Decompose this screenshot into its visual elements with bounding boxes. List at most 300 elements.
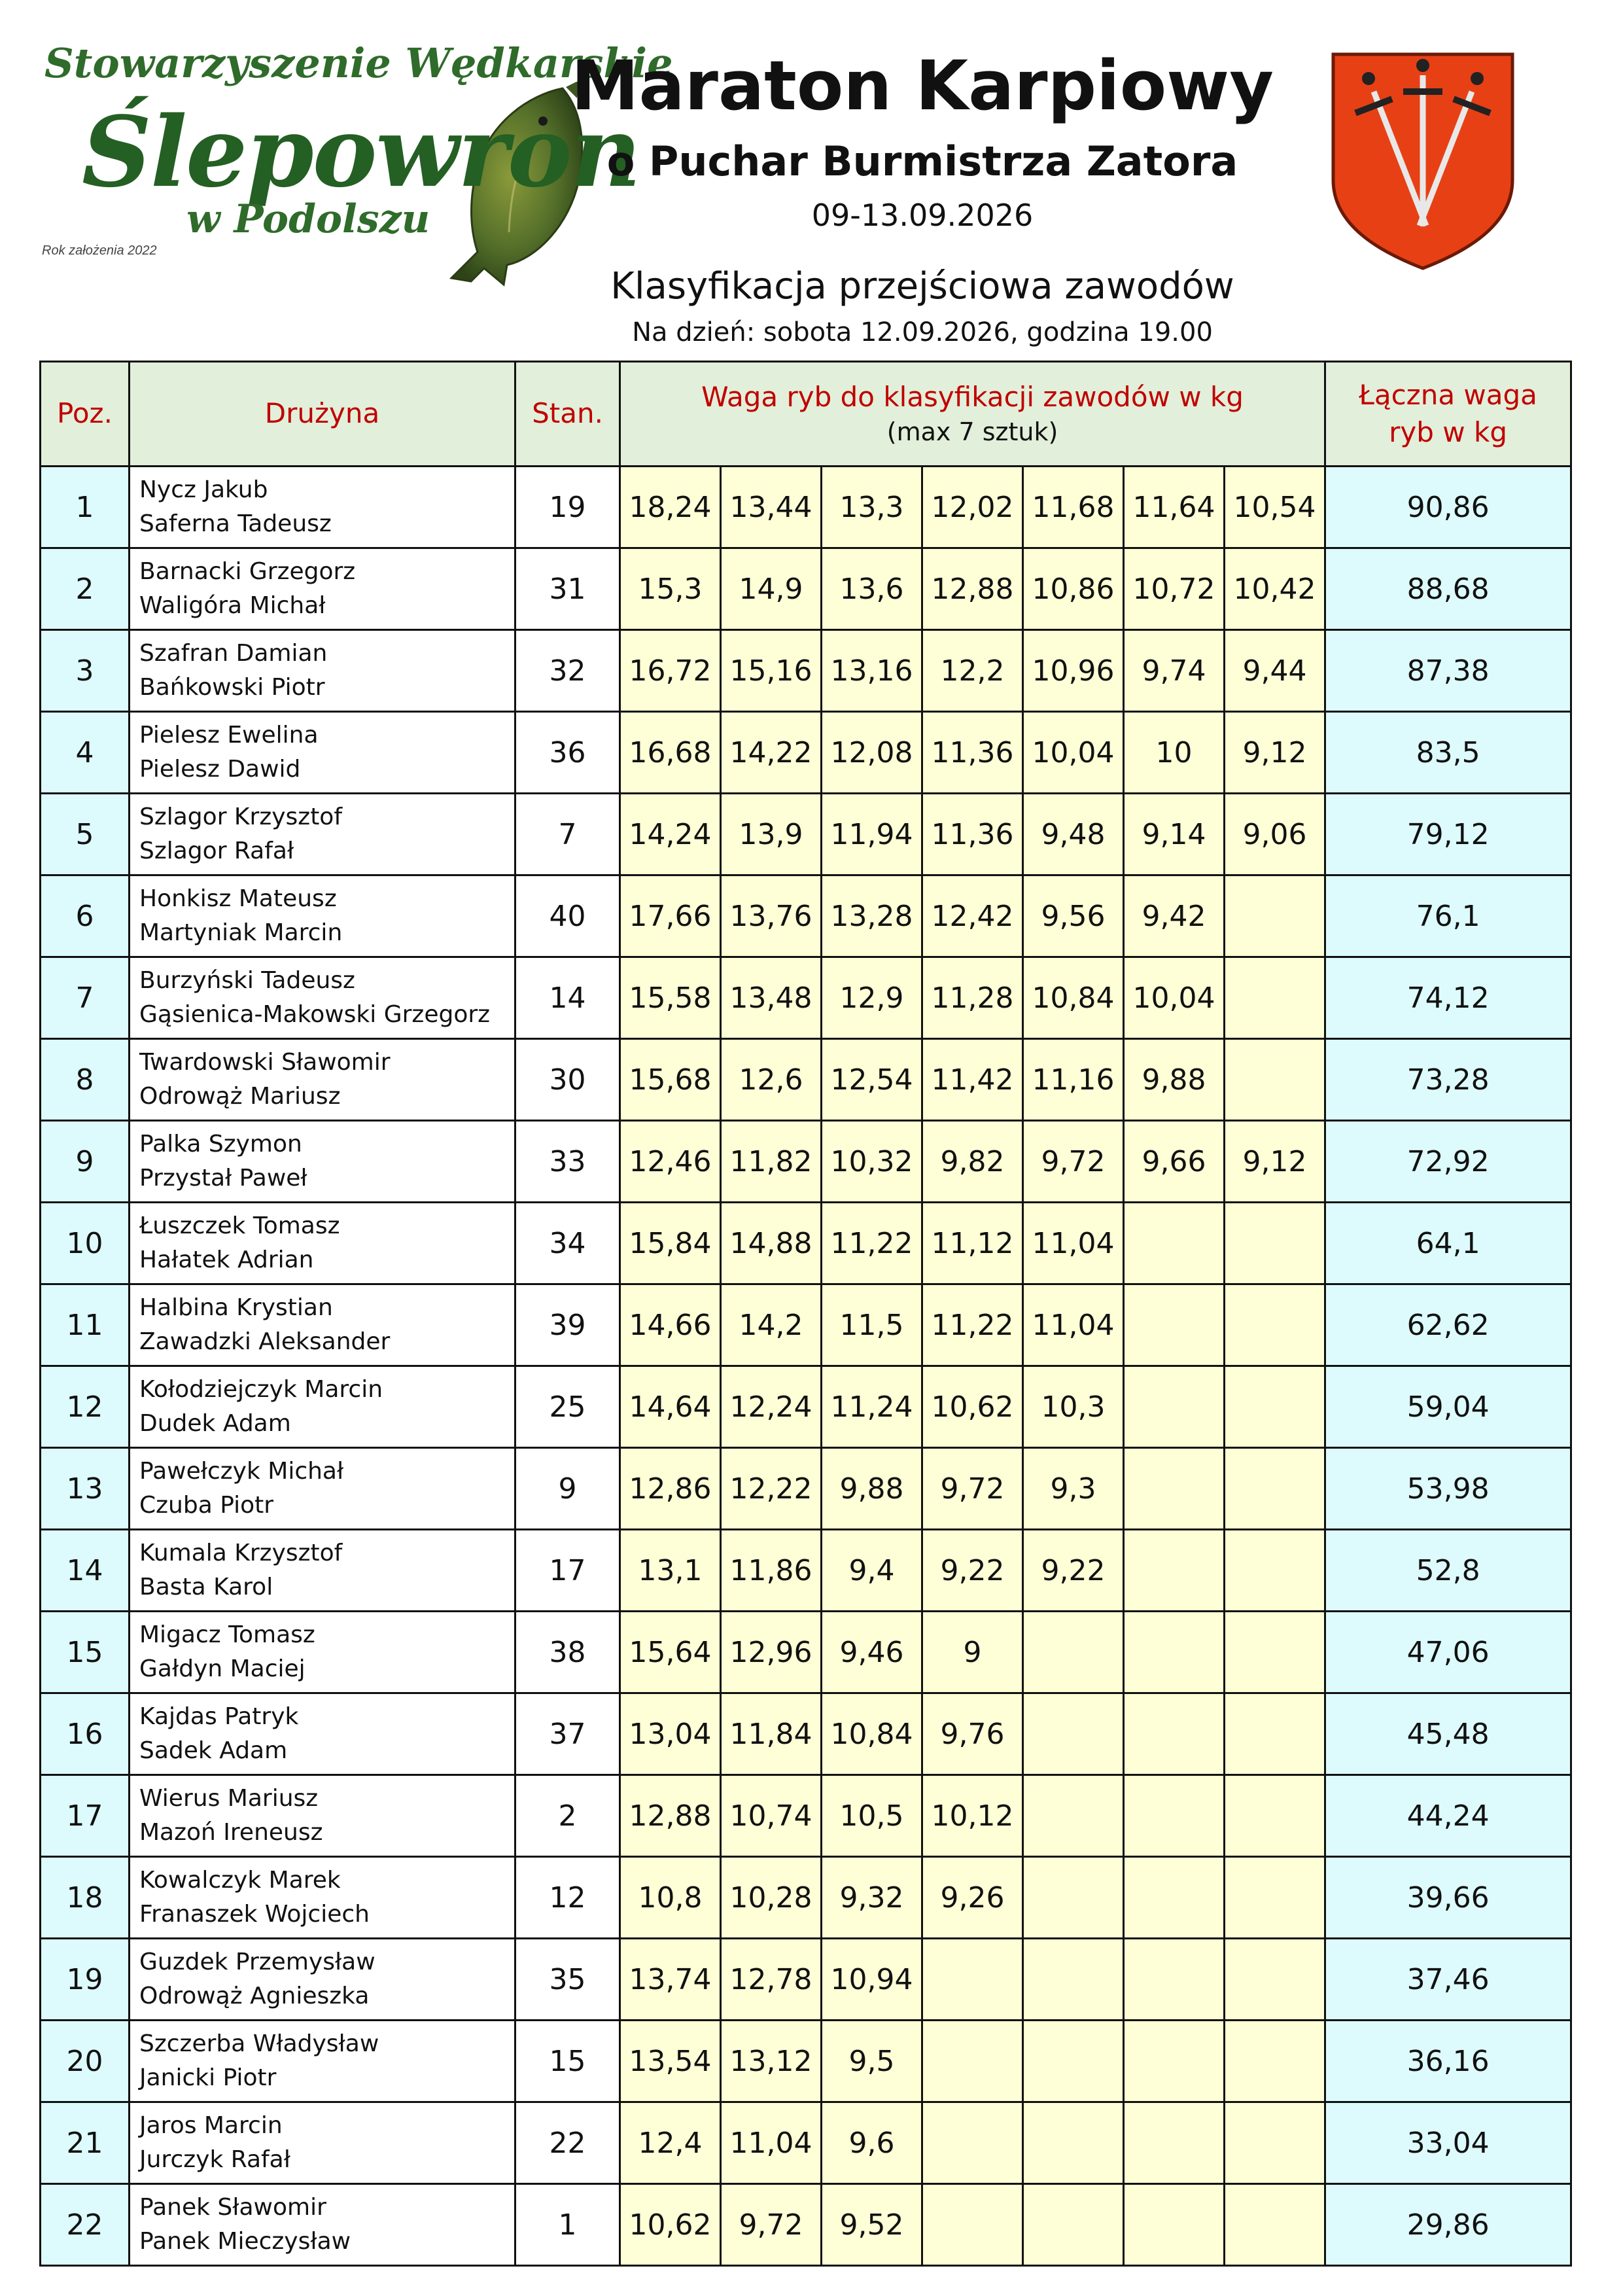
cell-fish-weight-4 bbox=[922, 2184, 1023, 2266]
cell-fish-weight-6: 9,14 bbox=[1124, 794, 1225, 875]
cell-position: 5 bbox=[41, 794, 130, 875]
cell-fish-weight-6: 9,74 bbox=[1124, 630, 1225, 712]
cell-fish-weight-7 bbox=[1225, 1693, 1325, 1775]
cell-fish-weight-5 bbox=[1023, 1939, 1124, 2021]
cell-fish-weight-4 bbox=[922, 2021, 1023, 2102]
team-member-2: Panek Mieczysław bbox=[139, 2228, 351, 2255]
cell-total-weight: 59,04 bbox=[1325, 1366, 1571, 1448]
cell-stand: 9 bbox=[515, 1448, 620, 1530]
cell-fish-weight-1: 16,72 bbox=[620, 630, 721, 712]
cell-team bbox=[130, 548, 515, 630]
cell-fish-weight-7 bbox=[1225, 2102, 1325, 2184]
cell-stand: 39 bbox=[515, 1284, 620, 1366]
header-weights bbox=[620, 362, 1325, 467]
table-row bbox=[41, 467, 1571, 548]
cell-fish-weight-2: 10,74 bbox=[721, 1775, 822, 1857]
cell-stand: 12 bbox=[515, 1857, 620, 1939]
header-team: Drużyna bbox=[130, 362, 515, 467]
cell-fish-weight-3: 11,94 bbox=[822, 794, 922, 875]
team-member-1: Panek Sławomir bbox=[139, 2193, 326, 2221]
cell-position: 4 bbox=[41, 712, 130, 794]
cell-stand: 22 bbox=[515, 2102, 620, 2184]
cell-team bbox=[130, 1039, 515, 1121]
cell-position: 17 bbox=[41, 1775, 130, 1857]
cell-team bbox=[130, 1939, 515, 2021]
team-member-1: Wierus Mariusz bbox=[139, 1784, 319, 1812]
cell-fish-weight-2: 13,48 bbox=[721, 957, 822, 1039]
cell-fish-weight-4: 9,82 bbox=[922, 1121, 1023, 1203]
cell-fish-weight-4: 11,12 bbox=[922, 1203, 1023, 1284]
cell-position: 12 bbox=[41, 1366, 130, 1448]
cell-position: 9 bbox=[41, 1121, 130, 1203]
team-member-1: Jaros Marcin bbox=[139, 2111, 283, 2139]
cell-fish-weight-4: 9,76 bbox=[922, 1693, 1023, 1775]
page-subtitle: o Puchar Burmistrza Zatora bbox=[606, 137, 1238, 185]
team-member-2: Pielesz Dawid bbox=[139, 756, 301, 783]
cell-fish-weight-6 bbox=[1124, 1939, 1225, 2021]
cell-fish-weight-3: 11,5 bbox=[822, 1284, 922, 1366]
cell-fish-weight-7: 9,06 bbox=[1225, 794, 1325, 875]
cell-fish-weight-7 bbox=[1225, 1612, 1325, 1693]
team-member-1: Honkisz Mateusz bbox=[139, 885, 337, 912]
cell-fish-weight-4: 11,22 bbox=[922, 1284, 1023, 1366]
cell-position: 13 bbox=[41, 1448, 130, 1530]
table-row bbox=[41, 1775, 1571, 1857]
table-row bbox=[41, 1121, 1571, 1203]
cell-fish-weight-7 bbox=[1225, 1039, 1325, 1121]
cell-fish-weight-2: 10,28 bbox=[721, 1857, 822, 1939]
cell-fish-weight-4: 12,42 bbox=[922, 875, 1023, 957]
cell-fish-weight-3: 9,32 bbox=[822, 1857, 922, 1939]
cell-fish-weight-3: 13,3 bbox=[822, 467, 922, 548]
team-member-1: Łuszczek Tomasz bbox=[139, 1212, 340, 1239]
cell-fish-weight-2: 11,86 bbox=[721, 1530, 822, 1612]
cell-fish-weight-4: 12,88 bbox=[922, 548, 1023, 630]
cell-total-weight: 36,16 bbox=[1325, 2021, 1571, 2102]
team-member-1: Pawełczyk Michał bbox=[139, 1457, 344, 1485]
table-row bbox=[41, 2184, 1571, 2266]
cell-position: 22 bbox=[41, 2184, 130, 2266]
cell-position: 6 bbox=[41, 875, 130, 957]
cell-position: 14 bbox=[41, 1530, 130, 1612]
team-member-2: Gąsienica-Makowski Grzegorz bbox=[139, 1001, 491, 1028]
cell-fish-weight-7: 10,42 bbox=[1225, 548, 1325, 630]
cell-fish-weight-5: 11,16 bbox=[1023, 1039, 1124, 1121]
cell-fish-weight-2: 12,96 bbox=[721, 1612, 822, 1693]
table-row bbox=[41, 875, 1571, 957]
cell-fish-weight-2: 15,16 bbox=[721, 630, 822, 712]
cell-fish-weight-6 bbox=[1124, 1857, 1225, 1939]
cell-fish-weight-5 bbox=[1023, 1775, 1124, 1857]
cell-position: 8 bbox=[41, 1039, 130, 1121]
team-member-1: Burzyński Tadeusz bbox=[139, 966, 355, 994]
cell-total-weight: 76,1 bbox=[1325, 875, 1571, 957]
cell-team bbox=[130, 1203, 515, 1284]
club-founded: Rok założenia 2022 bbox=[42, 243, 157, 258]
cell-fish-weight-2: 12,22 bbox=[721, 1448, 822, 1530]
cell-fish-weight-7: 10,54 bbox=[1225, 467, 1325, 548]
team-member-2: Gałdyn Maciej bbox=[139, 1655, 305, 1682]
cell-team bbox=[130, 1530, 515, 1612]
cell-team bbox=[130, 875, 515, 957]
team-member-1: Szczerba Władysław bbox=[139, 2030, 379, 2057]
cell-fish-weight-6 bbox=[1124, 1530, 1225, 1612]
team-member-2: Odrowąż Agnieszka bbox=[139, 1983, 370, 2009]
cell-fish-weight-6 bbox=[1124, 1366, 1225, 1448]
cell-fish-weight-7 bbox=[1225, 875, 1325, 957]
cell-fish-weight-4 bbox=[922, 1939, 1023, 2021]
cell-team bbox=[130, 1693, 515, 1775]
cell-fish-weight-7 bbox=[1225, 2184, 1325, 2266]
table-row bbox=[41, 712, 1571, 794]
cell-position: 16 bbox=[41, 1693, 130, 1775]
cell-fish-weight-2: 14,2 bbox=[721, 1284, 822, 1366]
cell-stand: 1 bbox=[515, 2184, 620, 2266]
table-row bbox=[41, 1857, 1571, 1939]
cell-stand: 15 bbox=[515, 2021, 620, 2102]
cell-fish-weight-2: 13,76 bbox=[721, 875, 822, 957]
cell-fish-weight-3: 10,84 bbox=[822, 1693, 922, 1775]
cell-team bbox=[130, 712, 515, 794]
cell-position: 10 bbox=[41, 1203, 130, 1284]
team-member-1: Barnacki Grzegorz bbox=[139, 557, 356, 585]
cell-total-weight: 64,1 bbox=[1325, 1203, 1571, 1284]
cell-fish-weight-5: 9,3 bbox=[1023, 1448, 1124, 1530]
cell-fish-weight-3: 12,54 bbox=[822, 1039, 922, 1121]
cell-fish-weight-2: 14,9 bbox=[721, 548, 822, 630]
cell-stand: 38 bbox=[515, 1612, 620, 1693]
cell-fish-weight-6: 9,88 bbox=[1124, 1039, 1225, 1121]
cell-fish-weight-4: 12,02 bbox=[922, 467, 1023, 548]
cell-fish-weight-3: 13,28 bbox=[822, 875, 922, 957]
header-weights-note: (max 7 sztuk) bbox=[886, 417, 1058, 447]
results-table bbox=[39, 361, 1572, 2267]
cell-position: 3 bbox=[41, 630, 130, 712]
table-row bbox=[41, 794, 1571, 875]
cell-total-weight: 44,24 bbox=[1325, 1775, 1571, 1857]
cell-fish-weight-5 bbox=[1023, 2102, 1124, 2184]
cell-position: 18 bbox=[41, 1857, 130, 1939]
cell-total-weight: 39,66 bbox=[1325, 1857, 1571, 1939]
page-title: Maraton Karpiowy bbox=[570, 46, 1274, 126]
team-member-2: Mazoń Ireneusz bbox=[139, 1819, 323, 1846]
table-row bbox=[41, 1530, 1571, 1612]
table-row bbox=[41, 1284, 1571, 1366]
cell-team bbox=[130, 1448, 515, 1530]
cell-fish-weight-3: 13,6 bbox=[822, 548, 922, 630]
cell-stand: 2 bbox=[515, 1775, 620, 1857]
cell-fish-weight-1: 15,64 bbox=[620, 1612, 721, 1693]
cell-position: 15 bbox=[41, 1612, 130, 1693]
cell-fish-weight-7 bbox=[1225, 1203, 1325, 1284]
cell-fish-weight-7: 9,12 bbox=[1225, 712, 1325, 794]
cell-fish-weight-6: 11,64 bbox=[1124, 467, 1225, 548]
team-member-1: Halbina Krystian bbox=[139, 1294, 333, 1321]
cell-total-weight: 88,68 bbox=[1325, 548, 1571, 630]
cell-fish-weight-3: 9,52 bbox=[822, 2184, 922, 2266]
cell-fish-weight-7 bbox=[1225, 1448, 1325, 1530]
cell-stand: 36 bbox=[515, 712, 620, 794]
cell-position: 21 bbox=[41, 2102, 130, 2184]
cell-fish-weight-7 bbox=[1225, 1775, 1325, 1857]
event-dates: 09-13.09.2026 bbox=[811, 198, 1034, 233]
cell-total-weight: 73,28 bbox=[1325, 1039, 1571, 1121]
header-total bbox=[1325, 362, 1571, 467]
cell-fish-weight-3: 13,16 bbox=[822, 630, 922, 712]
table-row bbox=[41, 630, 1571, 712]
table-row bbox=[41, 1366, 1571, 1448]
header-total-line2: ryb w kg bbox=[1389, 415, 1507, 448]
table-row bbox=[41, 1448, 1571, 1530]
cell-fish-weight-6: 9,42 bbox=[1124, 875, 1225, 957]
cell-fish-weight-6: 10,72 bbox=[1124, 548, 1225, 630]
table-row bbox=[41, 1203, 1571, 1284]
cell-fish-weight-2: 12,24 bbox=[721, 1366, 822, 1448]
team-member-1: Kowalczyk Marek bbox=[139, 1866, 341, 1894]
cell-stand: 32 bbox=[515, 630, 620, 712]
team-member-2: Przystał Paweł bbox=[139, 1165, 307, 1192]
cell-fish-weight-5: 9,72 bbox=[1023, 1121, 1124, 1203]
cell-fish-weight-3: 11,24 bbox=[822, 1366, 922, 1448]
cell-fish-weight-1: 16,68 bbox=[620, 712, 721, 794]
team-member-2: Basta Karol bbox=[139, 1574, 273, 1600]
cell-fish-weight-1: 10,62 bbox=[620, 2184, 721, 2266]
cell-team bbox=[130, 1366, 515, 1448]
cell-fish-weight-1: 12,88 bbox=[620, 1775, 721, 1857]
as-of-date: Na dzień: sobota 12.09.2026, godzina 19.00 bbox=[632, 317, 1213, 347]
cell-stand: 17 bbox=[515, 1530, 620, 1612]
cell-stand: 40 bbox=[515, 875, 620, 957]
team-member-2: Czuba Piotr bbox=[139, 1492, 274, 1519]
cell-fish-weight-6: 9,66 bbox=[1124, 1121, 1225, 1203]
cell-fish-weight-1: 14,64 bbox=[620, 1366, 721, 1448]
zator-coat-of-arms-icon bbox=[1328, 49, 1518, 272]
cell-team bbox=[130, 1284, 515, 1366]
cell-fish-weight-4 bbox=[922, 2102, 1023, 2184]
team-member-1: Kajdas Patryk bbox=[139, 1703, 299, 1730]
cell-fish-weight-3: 9,88 bbox=[822, 1448, 922, 1530]
cell-total-weight: 53,98 bbox=[1325, 1448, 1571, 1530]
cell-fish-weight-6 bbox=[1124, 1775, 1225, 1857]
cell-fish-weight-3: 12,9 bbox=[822, 957, 922, 1039]
cell-stand: 33 bbox=[515, 1121, 620, 1203]
cell-stand: 30 bbox=[515, 1039, 620, 1121]
cell-fish-weight-7: 9,44 bbox=[1225, 630, 1325, 712]
cell-fish-weight-5: 9,56 bbox=[1023, 875, 1124, 957]
cell-team bbox=[130, 1857, 515, 1939]
cell-team bbox=[130, 2021, 515, 2102]
cell-fish-weight-7 bbox=[1225, 2021, 1325, 2102]
cell-fish-weight-5: 11,68 bbox=[1023, 467, 1124, 548]
cell-total-weight: 29,86 bbox=[1325, 2184, 1571, 2266]
cell-fish-weight-4: 10,12 bbox=[922, 1775, 1023, 1857]
club-logo bbox=[39, 33, 673, 268]
cell-fish-weight-7 bbox=[1225, 957, 1325, 1039]
cell-fish-weight-5 bbox=[1023, 1693, 1124, 1775]
cell-fish-weight-2: 12,78 bbox=[721, 1939, 822, 2021]
cell-position: 20 bbox=[41, 2021, 130, 2102]
team-member-1: Szlagor Krzysztof bbox=[139, 803, 343, 830]
cell-total-weight: 87,38 bbox=[1325, 630, 1571, 712]
table-row bbox=[41, 957, 1571, 1039]
cell-fish-weight-3: 9,4 bbox=[822, 1530, 922, 1612]
cell-fish-weight-4: 11,36 bbox=[922, 712, 1023, 794]
cell-fish-weight-1: 10,8 bbox=[620, 1857, 721, 1939]
cell-position: 1 bbox=[41, 467, 130, 548]
cell-fish-weight-5: 11,04 bbox=[1023, 1203, 1124, 1284]
team-member-1: Twardowski Sławomir bbox=[139, 1048, 391, 1076]
cell-total-weight: 33,04 bbox=[1325, 2102, 1571, 2184]
team-member-1: Pielesz Ewelina bbox=[139, 721, 319, 749]
team-member-2: Janicki Piotr bbox=[139, 2064, 277, 2091]
cell-fish-weight-1: 14,24 bbox=[620, 794, 721, 875]
cell-stand: 31 bbox=[515, 548, 620, 630]
cell-fish-weight-4: 9,26 bbox=[922, 1857, 1023, 1939]
team-member-2: Szlagor Rafał bbox=[139, 838, 294, 864]
cell-fish-weight-1: 13,54 bbox=[620, 2021, 721, 2102]
cell-fish-weight-3: 10,32 bbox=[822, 1121, 922, 1203]
table-row bbox=[41, 1693, 1571, 1775]
team-member-1: Migacz Tomasz bbox=[139, 1621, 315, 1648]
cell-team bbox=[130, 630, 515, 712]
cell-fish-weight-3: 11,22 bbox=[822, 1203, 922, 1284]
cell-fish-weight-4: 11,42 bbox=[922, 1039, 1023, 1121]
cell-total-weight: 45,48 bbox=[1325, 1693, 1571, 1775]
cell-fish-weight-3: 9,6 bbox=[822, 2102, 922, 2184]
cell-team bbox=[130, 1775, 515, 1857]
cell-fish-weight-1: 12,4 bbox=[620, 2102, 721, 2184]
cell-position: 19 bbox=[41, 1939, 130, 2021]
cell-fish-weight-7 bbox=[1225, 1939, 1325, 2021]
cell-fish-weight-7: 9,12 bbox=[1225, 1121, 1325, 1203]
cell-fish-weight-2: 13,9 bbox=[721, 794, 822, 875]
cell-fish-weight-6: 10 bbox=[1124, 712, 1225, 794]
cell-fish-weight-2: 11,82 bbox=[721, 1121, 822, 1203]
team-member-2: Dudek Adam bbox=[139, 1410, 291, 1437]
classification-title: Klasyfikacja przejściowa zawodów bbox=[610, 265, 1234, 308]
cell-fish-weight-1: 15,68 bbox=[620, 1039, 721, 1121]
cell-fish-weight-6 bbox=[1124, 1448, 1225, 1530]
cell-total-weight: 90,86 bbox=[1325, 467, 1571, 548]
cell-fish-weight-4: 11,36 bbox=[922, 794, 1023, 875]
cell-stand: 37 bbox=[515, 1693, 620, 1775]
cell-fish-weight-3: 9,46 bbox=[822, 1612, 922, 1693]
table-header-row bbox=[41, 362, 1571, 467]
cell-fish-weight-1: 15,84 bbox=[620, 1203, 721, 1284]
cell-stand: 34 bbox=[515, 1203, 620, 1284]
header-pos: Poz. bbox=[41, 362, 130, 467]
table-row bbox=[41, 548, 1571, 630]
table-row bbox=[41, 1939, 1571, 2021]
cell-fish-weight-6 bbox=[1124, 1693, 1225, 1775]
cell-total-weight: 79,12 bbox=[1325, 794, 1571, 875]
cell-fish-weight-4: 9,22 bbox=[922, 1530, 1023, 1612]
cell-fish-weight-4: 9,72 bbox=[922, 1448, 1023, 1530]
cell-fish-weight-1: 12,86 bbox=[620, 1448, 721, 1530]
cell-fish-weight-1: 13,04 bbox=[620, 1693, 721, 1775]
cell-fish-weight-2: 11,84 bbox=[721, 1693, 822, 1775]
cell-total-weight: 37,46 bbox=[1325, 1939, 1571, 2021]
team-member-1: Kumala Krzysztof bbox=[139, 1539, 343, 1566]
cell-fish-weight-5 bbox=[1023, 2021, 1124, 2102]
team-member-2: Odrowąż Mariusz bbox=[139, 1083, 341, 1110]
cell-fish-weight-4: 12,2 bbox=[922, 630, 1023, 712]
cell-total-weight: 47,06 bbox=[1325, 1612, 1571, 1693]
table-row bbox=[41, 2102, 1571, 2184]
cell-fish-weight-4: 9 bbox=[922, 1612, 1023, 1693]
cell-fish-weight-5: 11,04 bbox=[1023, 1284, 1124, 1366]
cell-team bbox=[130, 2102, 515, 2184]
cell-position: 11 bbox=[41, 1284, 130, 1366]
table-row bbox=[41, 1039, 1571, 1121]
cell-fish-weight-2: 13,44 bbox=[721, 467, 822, 548]
cell-fish-weight-6 bbox=[1124, 2021, 1225, 2102]
cell-fish-weight-1: 14,66 bbox=[620, 1284, 721, 1366]
club-name-line3: w Podolszu bbox=[186, 196, 430, 242]
cell-fish-weight-1: 15,3 bbox=[620, 548, 721, 630]
team-member-2: Jurczyk Rafał bbox=[139, 2146, 290, 2173]
cell-stand: 14 bbox=[515, 957, 620, 1039]
table-row bbox=[41, 2021, 1571, 2102]
team-member-2: Bańkowski Piotr bbox=[139, 674, 325, 701]
cell-fish-weight-1: 12,46 bbox=[620, 1121, 721, 1203]
cell-team bbox=[130, 1121, 515, 1203]
header-weights-label: Waga ryb do klasyfikacji zawodów w kg bbox=[701, 380, 1244, 413]
cell-fish-weight-7 bbox=[1225, 1530, 1325, 1612]
team-member-2: Martyniak Marcin bbox=[139, 919, 343, 946]
club-name-line1: Stowarzyszenie Wędkarskie bbox=[44, 39, 673, 87]
cell-fish-weight-5: 10,3 bbox=[1023, 1366, 1124, 1448]
cell-fish-weight-2: 12,6 bbox=[721, 1039, 822, 1121]
team-member-1: Palka Szymon bbox=[139, 1130, 302, 1157]
cell-team bbox=[130, 957, 515, 1039]
team-member-2: Saferna Tadeusz bbox=[139, 510, 332, 537]
cell-fish-weight-4: 10,62 bbox=[922, 1366, 1023, 1448]
cell-fish-weight-6 bbox=[1124, 2102, 1225, 2184]
cell-stand: 35 bbox=[515, 1939, 620, 2021]
cell-team bbox=[130, 2184, 515, 2266]
cell-fish-weight-2: 13,12 bbox=[721, 2021, 822, 2102]
team-member-1: Szafran Damian bbox=[139, 639, 328, 667]
header-stand: Stan. bbox=[515, 362, 620, 467]
cell-fish-weight-5: 10,04 bbox=[1023, 712, 1124, 794]
cell-fish-weight-6 bbox=[1124, 1284, 1225, 1366]
cell-fish-weight-6 bbox=[1124, 2184, 1225, 2266]
cell-fish-weight-5 bbox=[1023, 1612, 1124, 1693]
cell-fish-weight-3: 12,08 bbox=[822, 712, 922, 794]
table-row bbox=[41, 1612, 1571, 1693]
cell-fish-weight-3: 10,94 bbox=[822, 1939, 922, 2021]
cell-fish-weight-7 bbox=[1225, 1857, 1325, 1939]
team-member-2: Hałatek Adrian bbox=[139, 1246, 314, 1273]
cell-stand: 25 bbox=[515, 1366, 620, 1448]
cell-position: 2 bbox=[41, 548, 130, 630]
team-member-1: Guzdek Przemysław bbox=[139, 1948, 375, 1975]
cell-total-weight: 62,62 bbox=[1325, 1284, 1571, 1366]
cell-fish-weight-7 bbox=[1225, 1284, 1325, 1366]
cell-fish-weight-6: 10,04 bbox=[1124, 957, 1225, 1039]
cell-total-weight: 74,12 bbox=[1325, 957, 1571, 1039]
team-member-2: Sadek Adam bbox=[139, 1737, 288, 1764]
cell-fish-weight-4: 11,28 bbox=[922, 957, 1023, 1039]
cell-team bbox=[130, 794, 515, 875]
team-member-2: Franaszek Wojciech bbox=[139, 1901, 370, 1928]
cell-fish-weight-1: 17,66 bbox=[620, 875, 721, 957]
cell-stand: 7 bbox=[515, 794, 620, 875]
cell-position: 7 bbox=[41, 957, 130, 1039]
team-member-2: Zawadzki Aleksander bbox=[139, 1328, 391, 1355]
cell-team bbox=[130, 1612, 515, 1693]
